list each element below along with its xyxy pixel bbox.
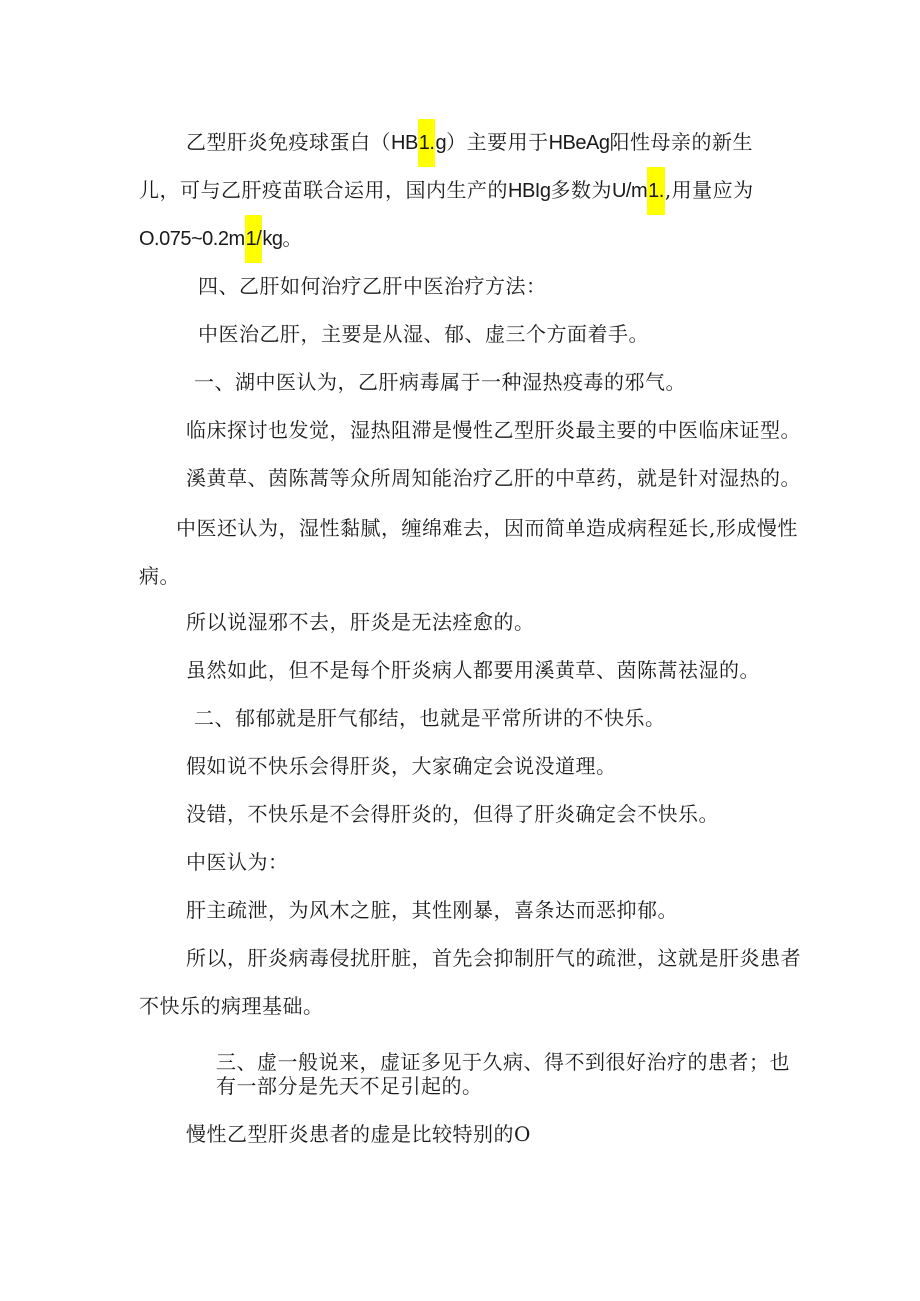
paragraph-line: 不快乐的病理基础。 [139, 994, 324, 1018]
text-run: 乙型肝炎免疫球蛋白（ [186, 130, 391, 154]
text-run: 儿，可与乙肝疫苗联合运用，国内生产的 [139, 178, 508, 202]
paragraph-line: 没错，不快乐是不会得肝炎的，但得了肝炎确定会不快乐。 [186, 802, 719, 826]
paragraph-line-1 [186, 128, 753, 157]
highlighted-text: 1. [647, 167, 665, 215]
text-run: HBIg [508, 180, 551, 202]
paragraph-line: 三、虚一般说来，虚证多见于久病、得不到很好治疗的患者；也 [216, 1050, 790, 1074]
paragraph-line: 二、郁郁就是肝气郁结，也就是平常所讲的不快乐。 [194, 706, 666, 730]
paragraph-line: 虽然如此，但不是每个肝炎病人都要用溪黄草、茵陈蒿祛湿的。 [186, 658, 760, 682]
paragraph-line: 病。 [139, 564, 180, 588]
text-run: U/m [611, 180, 648, 202]
text-run: ）主要用于 [446, 130, 549, 154]
section-heading: 四、乙肝如何治疗乙肝中医治疗方法： [198, 274, 547, 298]
paragraph-line: 溪黄草、茵陈蒿等众所周知能治疗乙肝的中草药，就是针对湿热的。 [186, 466, 801, 490]
highlighted-text: 1/ [245, 215, 263, 263]
paragraph-line-2 [139, 176, 754, 205]
paragraph-line: 临床探讨也发觉，湿热阻滞是慢性乙型肝炎最主要的中医临床证型。 [186, 418, 801, 442]
text-run: HB [391, 132, 418, 154]
highlighted-text: 1. [418, 119, 436, 167]
paragraph-line: 中医认为： [186, 850, 289, 874]
text-run: O.075~0.2m [139, 228, 245, 250]
paragraph-line: 有一部分是先天不足引起的。 [216, 1074, 483, 1098]
paragraph-line-3 [139, 224, 302, 253]
paragraph-line: 一、湖中医认为，乙肝病毒属于一种湿热疫毒的邪气。 [194, 370, 686, 394]
paragraph-line: 慢性乙型肝炎患者的虚是比较特别的O [186, 1122, 531, 1146]
text-run: 多数为 [550, 178, 612, 202]
text-run: ,用量应为 [664, 178, 754, 202]
text-run: kg。 [262, 228, 302, 250]
text-run: g [435, 132, 447, 154]
paragraph-line: 所以说湿邪不去，肝炎是无法痊愈的。 [186, 610, 535, 634]
paragraph-line: 假如说不快乐会得肝炎，大家确定会说没道理。 [186, 754, 617, 778]
text-run: 阳性母亲的新生 [609, 130, 753, 154]
paragraph-line: 肝主疏泄，为风木之脏，其性刚暴，喜条达而恶抑郁。 [186, 898, 678, 922]
paragraph-line: 所以，肝炎病毒侵扰肝脏，首先会抑制肝气的疏泄，这就是肝炎患者 [186, 946, 801, 970]
paragraph-line: 中医治乙肝，主要是从湿、郁、虚三个方面着手。 [198, 322, 649, 346]
text-run: HBeAg [548, 132, 610, 154]
paragraph-line: 中医还认为，湿性黏腻，缠绵难去，因而简单造成病程延长,形成慢性 [176, 516, 798, 540]
